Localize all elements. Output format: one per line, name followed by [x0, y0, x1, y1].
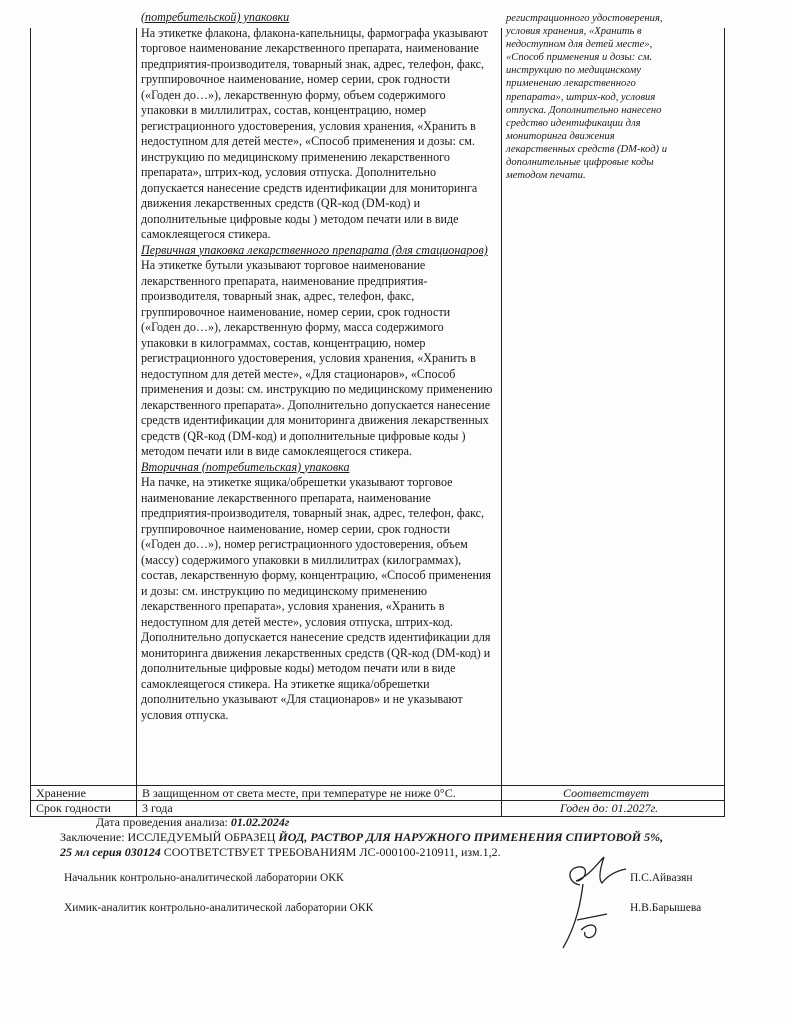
requirement-line: мониторинга движения лекарственных средств (QR-код (DM-код) и	[141, 645, 491, 660]
requirement-line: На этикетке флакона, флакона-капельницы, фармографа указывают	[141, 25, 488, 40]
requirement-line: средств идентификации для мониторинга движения лекарственных	[141, 413, 489, 427]
table-border-left	[30, 28, 31, 817]
result-line: мониторинга движения	[506, 130, 615, 142]
result-line: отпуска. Дополнительно нанесено	[506, 104, 662, 116]
result-line: средство идентификации для	[506, 117, 641, 129]
result-line: лекарственных средств (DM-код) и	[506, 143, 668, 155]
result-line: применению лекарственного	[506, 78, 636, 90]
section-header: (потребительской) упаковки	[141, 10, 290, 24]
requirement-line: и дозы: см. инструкцию по медицинскому применению	[141, 583, 428, 598]
storage-result: Соответствует	[563, 786, 650, 800]
requirement-line: предприятия-производителя, товарный знак, адрес, телефон, факс,	[141, 506, 485, 520]
requirement-line: регистрационного удостоверения, условия хранения, «Хранить в	[141, 351, 476, 365]
table-divider-1	[136, 28, 137, 817]
signature-2-icon	[555, 880, 625, 955]
signatory-2-name: Н.В.Барышева	[630, 902, 702, 914]
requirement-line: дополнительно указывают «Для стационаров» и не указывают	[141, 692, 463, 706]
storage-requirement: В защищенном от света месте, при температуре не ниже 0°С.	[142, 786, 456, 800]
shelf-life-result: Годен до: 01.2027г.	[560, 801, 659, 815]
result-line: инструкцию по медицинскому	[506, 65, 641, 77]
requirement-line: торговое наименование лекарственного препарата, наименование	[141, 41, 479, 55]
result-line: препарата», штрих-код, условия	[506, 91, 656, 103]
result-line: «Способ применения и дозы: см.	[506, 52, 653, 64]
requirement-line: производителя, товарный знак, адрес, телефон, факс,	[141, 289, 415, 303]
requirement-line: применения и дозы: см. инструкцию по медицинскому применению	[141, 382, 493, 396]
requirement-line: предприятия-производителя, товарный знак, адрес, телефон, факс,	[141, 56, 485, 71]
conclusion-text-2: СООТВЕТСТВУЕТ ТРЕБОВАНИЯМ ЛС-000100-210911, изм.1,2.	[160, 845, 501, 859]
signatory-2-position: Химик-аналитик контрольно-аналитической лаборатории ОКК	[64, 902, 374, 914]
result-line: недоступном для детей месте»,	[506, 39, 653, 51]
result-line: методом печати.	[506, 170, 586, 182]
section-header: Первичная упаковка лекарственного препарата (для стационаров)	[141, 242, 488, 257]
requirement-line: упаковки в килограммах, состав, концентрацию, номер	[141, 335, 426, 350]
requirement-line: препарата», штрих-код, условия отпуска. Дополнительно	[141, 165, 437, 179]
requirement-line: недоступном для детей месте», «Способ применения и дозы: см.	[141, 134, 475, 148]
conclusion-label: Заключение:	[60, 830, 128, 844]
shelf-life-label: Срок годности	[36, 801, 111, 815]
requirement-line: дополнительные цифровые коды) методом печати или в виде	[141, 661, 456, 675]
date-label: Дата проведения анализа:	[96, 815, 228, 829]
conclusion-product-b: 25 мл серия 030124	[60, 845, 161, 859]
requirement-line: группировочное наименование, номер серии, срок годности	[141, 521, 451, 536]
conclusion-text-1: ИССЛЕДУЕМЫЙ ОБРАЗЕЦ	[127, 830, 279, 844]
requirement-line: самоклеящегося стикера. На этикетке ящика/обрешетки	[141, 676, 430, 691]
shelf-life-requirement: 3 года	[142, 801, 173, 815]
requirement-line: группировочное наименование, номер серии, срок годности	[141, 72, 451, 86]
requirement-line: лекарственного препарата». Дополнительно допускается нанесение	[141, 397, 491, 412]
requirement-line: наименование лекарственного препарата, наименование	[141, 490, 431, 505]
result-line: условия хранения, «Хранить в	[506, 26, 642, 38]
requirement-line: Дополнительно допускается нанесение средств идентификации для	[141, 630, 491, 644]
requirement-line: условия отпуска.	[141, 707, 229, 722]
requirement-line: лекарственного препарата, наименование предприятия-	[141, 273, 428, 288]
result-line: регистрационного удостоверения,	[506, 13, 663, 24]
requirement-line: движения лекарственных средств (QR-код (DM-код) и	[141, 196, 421, 210]
requirement-line: методом печати или в виде самоклеящегося стикера.	[141, 444, 412, 458]
analysis-date	[96, 815, 289, 830]
requirement-line: средств (QR-код (DM-код) и дополнительные цифровые коды )	[141, 428, 466, 443]
requirement-line: самоклеящегося стикера.	[141, 227, 271, 241]
requirement-line: инструкцию по медицинскому применению лекарственного	[141, 149, 450, 164]
requirement-line: недоступном для детей месте», «Для стационаров», «Способ	[141, 366, 456, 381]
requirement-line: группировочное наименование, номер серии, срок годности	[141, 304, 451, 319]
requirements-text	[141, 10, 506, 723]
requirement-line: лекарственного препарата», условия хранения, «Хранить в	[141, 599, 445, 613]
requirement-line: (массу) содержимого упаковки в миллилитрах (килограммах),	[141, 552, 462, 567]
result-line: дополнительные цифровые коды	[506, 157, 654, 169]
signatory-1-name: П.С.Айвазян	[630, 872, 693, 884]
date-value: 01.02.2024г	[230, 815, 290, 829]
requirement-line: На пачке, на этикетке ящика/обрешетки указывают торговое	[141, 475, 453, 489]
requirement-line: упаковки в миллилитрах, состав, концентрацию, номер	[141, 103, 427, 117]
conclusion-product-a: ЙОД, РАСТВОР ДЛЯ НАРУЖНОГО ПРИМЕНЕНИЯ СПИРТОВОЙ 5%,	[278, 830, 664, 844]
results-text	[506, 12, 696, 182]
requirement-line: регистрационного удостоверения, условия хранения, «Хранить в	[141, 118, 476, 133]
requirement-line: недоступном для детей месте», условия отпуска, штрих-код.	[141, 614, 453, 629]
table-border-right	[724, 28, 725, 817]
requirement-line: На этикетке бутыли указывают торговое наименование	[141, 258, 426, 272]
storage-label: Хранение	[36, 786, 86, 800]
requirement-line: («Годен до…»), номер регистрационного удостоверения, объем	[141, 537, 468, 551]
signatory-1-position: Начальник контрольно-аналитической лаборатории ОКК	[64, 872, 344, 884]
section-header: Вторичная (потребительская) упаковка	[141, 459, 350, 474]
requirement-line: («Годен до…»), лекарственную форму, объем содержимого	[141, 87, 446, 102]
requirement-line: дополнительные цифровые коды ) методом печати или в виде	[141, 211, 459, 226]
requirement-line: состав, лекарственную форму, концентрацию, «Способ применения	[141, 568, 491, 582]
requirement-line: допускается нанесение средств идентификации для мониторинга	[141, 180, 478, 195]
requirement-line: («Годен до…»), лекарственную форму, масса содержимого	[141, 320, 444, 334]
